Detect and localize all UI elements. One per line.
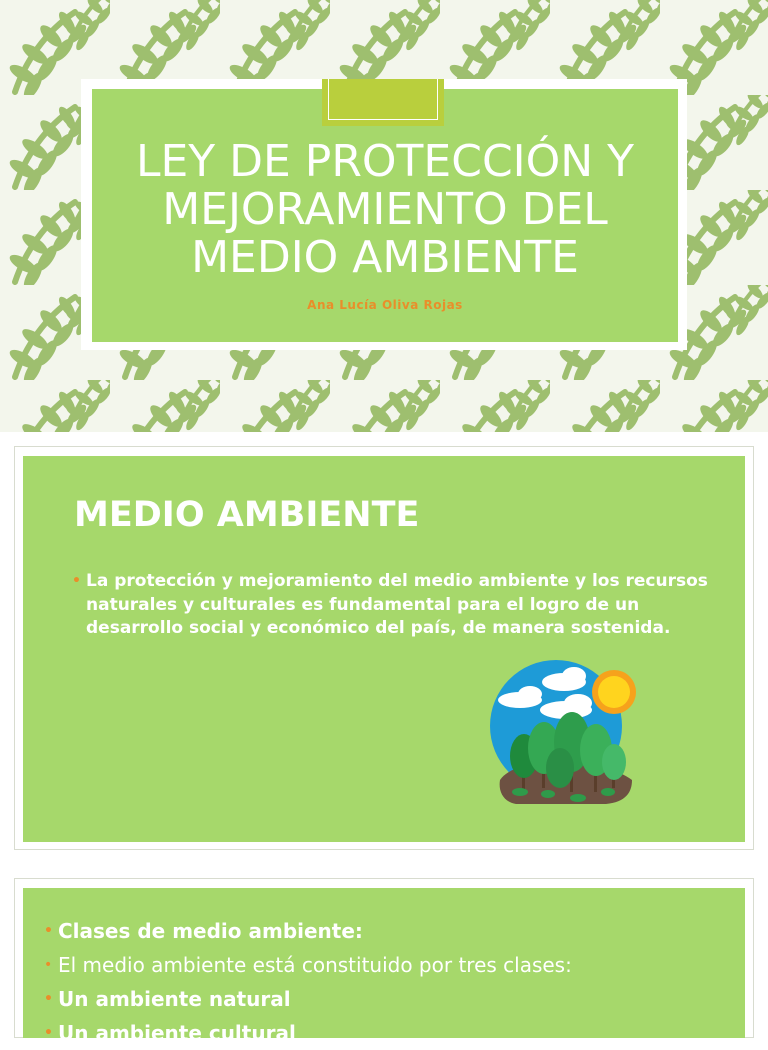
list-item [44,914,572,948]
presentation-title [92,138,678,282]
forest-landscape-icon [486,652,636,812]
list-item-text: Clases de medio ambiente: [58,919,363,943]
slide-2-heading: MEDIO AMBIENTE [74,495,420,535]
slide-2-bullet-text: La protección y mejoramiento del medio ambiente y los recursos naturales y culturales es fundamental para el logro de un desarrollo social y económico del país, de manera sostenida. [86,571,708,638]
title-line-2: MEJORAMIENTO DEL [162,184,608,235]
title-slide [0,0,768,432]
title-line-1: LEY DE PROTECCIÓN Y [135,136,635,187]
slide-3-bullet-list [44,914,572,1050]
list-item-text: Un ambiente natural [58,987,291,1011]
title-tab-decoration [322,79,444,126]
list-item-text: Un ambiente cultural [58,1021,296,1045]
sun-icon [592,670,636,714]
title-line-3: MEDIO AMBIENTE [191,232,579,283]
list-item [44,1016,572,1050]
bullet-icon: • [44,957,53,973]
list-item-text: El medio ambiente está constituido por tres clases: [58,953,572,977]
author-name: Ana Lucía Oliva Rojas [307,298,463,312]
bullet-icon: • [44,923,53,939]
list-item [44,982,572,1016]
bullet-icon: • [72,573,81,589]
bullet-icon: • [44,1025,53,1041]
slide-2-bullet [72,570,712,641]
list-item [44,948,572,982]
bullet-icon: • [44,991,53,1007]
